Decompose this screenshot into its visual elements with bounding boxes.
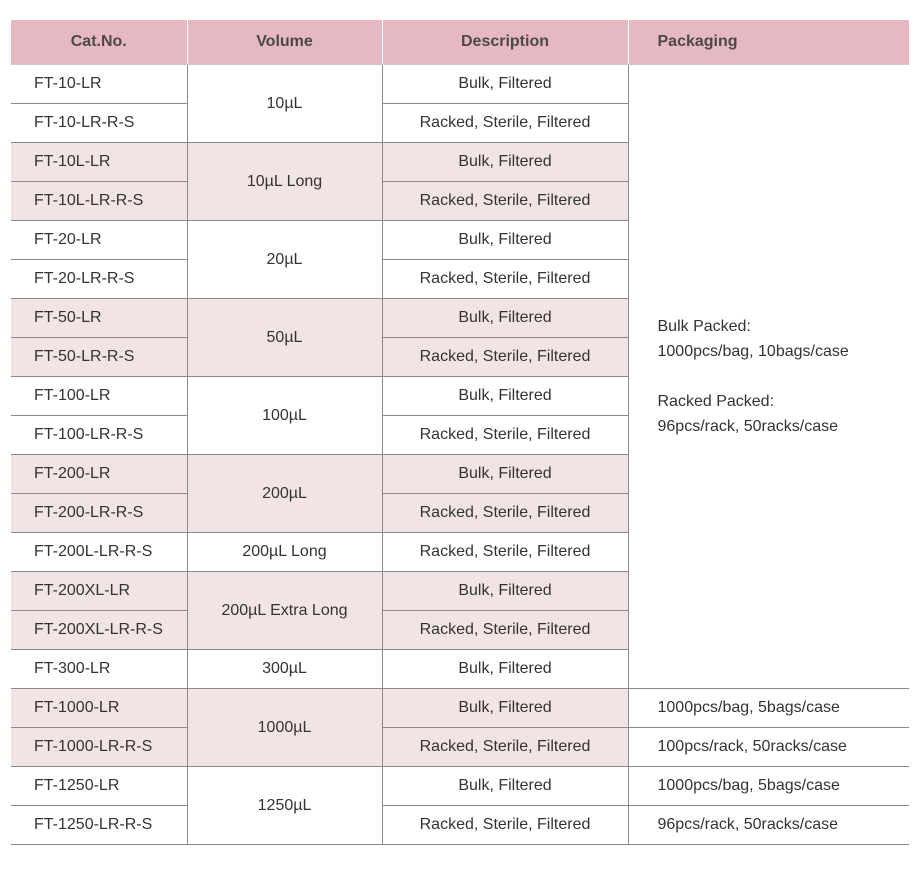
table-row <box>11 767 909 806</box>
volume-cell: 200µL Extra Long <box>187 572 382 650</box>
cat-no-cell: FT-20-LR <box>11 221 187 260</box>
table-row <box>11 65 909 104</box>
description-cell: Racked, Sterile, Filtered <box>382 611 628 650</box>
racked-packed-detail: 96pcs/rack, 50racks/case <box>657 418 839 435</box>
cat-no-cell: FT-10L-LR <box>11 143 187 182</box>
packaging-cell-shared <box>628 65 909 689</box>
header-volume: Volume <box>187 20 382 65</box>
packaging-cell: 1000pcs/bag, 5bags/case <box>628 767 909 806</box>
cat-no-cell: FT-100-LR-R-S <box>11 416 187 455</box>
description-cell: Racked, Sterile, Filtered <box>382 806 628 845</box>
cat-no-cell: FT-10L-LR-R-S <box>11 182 187 221</box>
cat-no-cell: FT-50-LR-R-S <box>11 338 187 377</box>
cat-no-cell: FT-10-LR-R-S <box>11 104 187 143</box>
volume-cell: 200µL <box>187 455 382 533</box>
cat-no-cell: FT-50-LR <box>11 299 187 338</box>
description-cell: Bulk, Filtered <box>382 689 628 728</box>
description-cell: Bulk, Filtered <box>382 143 628 182</box>
volume-cell: 200µL Long <box>187 533 382 572</box>
cat-no-cell: FT-10-LR <box>11 65 187 104</box>
cat-no-cell: FT-200XL-LR-R-S <box>11 611 187 650</box>
description-cell: Racked, Sterile, Filtered <box>382 104 628 143</box>
volume-cell: 100µL <box>187 377 382 455</box>
header-description: Description <box>382 20 628 65</box>
cat-no-cell: FT-100-LR <box>11 377 187 416</box>
product-spec-table <box>11 20 909 845</box>
description-cell: Racked, Sterile, Filtered <box>382 338 628 377</box>
header-cat-no: Cat.No. <box>11 20 187 65</box>
volume-cell: 50µL <box>187 299 382 377</box>
cat-no-cell: FT-1000-LR-R-S <box>11 728 187 767</box>
description-cell: Racked, Sterile, Filtered <box>382 494 628 533</box>
description-cell: Bulk, Filtered <box>382 65 628 104</box>
cat-no-cell: FT-200-LR-R-S <box>11 494 187 533</box>
cat-no-cell: FT-20-LR-R-S <box>11 260 187 299</box>
packaging-cell: 1000pcs/bag, 5bags/case <box>628 689 909 728</box>
description-cell: Bulk, Filtered <box>382 455 628 494</box>
cat-no-cell: FT-300-LR <box>11 650 187 689</box>
packaging-cell: 100pcs/rack, 50racks/case <box>628 728 909 767</box>
description-cell: Bulk, Filtered <box>382 572 628 611</box>
cat-no-cell: FT-200XL-LR <box>11 572 187 611</box>
description-cell: Bulk, Filtered <box>382 299 628 338</box>
description-cell: Bulk, Filtered <box>382 650 628 689</box>
cat-no-cell: FT-200-LR <box>11 455 187 494</box>
packaging-cell: 96pcs/rack, 50racks/case <box>628 806 909 845</box>
description-cell: Racked, Sterile, Filtered <box>382 728 628 767</box>
volume-cell: 1250µL <box>187 767 382 845</box>
volume-cell: 10µL Long <box>187 143 382 221</box>
volume-cell: 1000µL <box>187 689 382 767</box>
table-row <box>11 728 909 767</box>
volume-cell: 300µL <box>187 650 382 689</box>
description-cell: Racked, Sterile, Filtered <box>382 533 628 572</box>
volume-cell: 20µL <box>187 221 382 299</box>
description-cell: Racked, Sterile, Filtered <box>382 260 628 299</box>
description-cell: Racked, Sterile, Filtered <box>382 182 628 221</box>
bulk-packed-detail: 1000pcs/bag, 10bags/case <box>657 343 849 360</box>
table-row <box>11 806 909 845</box>
description-cell: Bulk, Filtered <box>382 221 628 260</box>
bulk-packed-title: Bulk Packed: <box>657 318 751 335</box>
description-cell: Racked, Sterile, Filtered <box>382 416 628 455</box>
cat-no-cell: FT-1250-LR-R-S <box>11 806 187 845</box>
cat-no-cell: FT-1000-LR <box>11 689 187 728</box>
volume-cell: 10µL <box>187 65 382 143</box>
header-packaging: Packaging <box>628 20 909 65</box>
description-cell: Bulk, Filtered <box>382 767 628 806</box>
racked-packed-title: Racked Packed: <box>657 393 775 410</box>
table-row <box>11 689 909 728</box>
description-cell: Bulk, Filtered <box>382 377 628 416</box>
cat-no-cell: FT-1250-LR <box>11 767 187 806</box>
table-header-row <box>11 20 909 65</box>
cat-no-cell: FT-200L-LR-R-S <box>11 533 187 572</box>
